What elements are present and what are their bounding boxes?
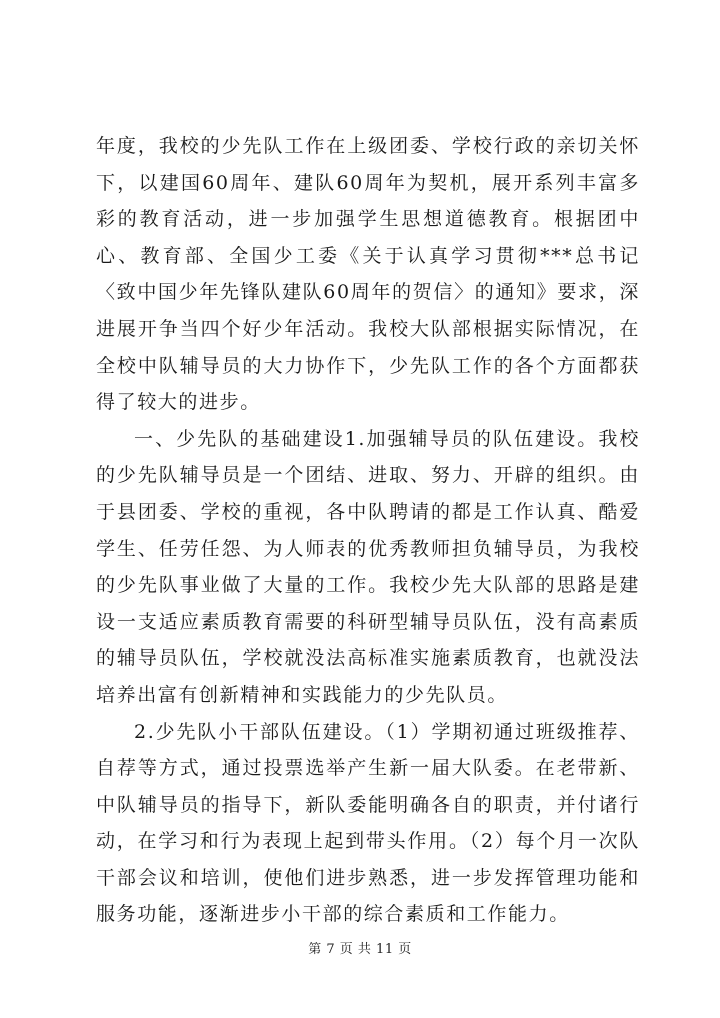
paragraph-section-1: 一、少先队的基础建设1.加强辅导员的队伍建设。我校的少先队辅导员是一个团结、进取、努力、开辟的组织。由于县团委、学校的重视，各中队聘请的都是工作认真、酷爱学生、任劳任怨、为人师表的优秀教师担负辅导员，为我校的少先队事业做了大量的工作。我校少先大队部的思路是建设一支适应素质教育需要的科研型辅导员队伍，没有高素质的辅导员队伍，学校就没法高标准实施素质教育，也就没法培养出富有创新精神和实践能力的少先队员。 [96, 427, 640, 706]
paragraph-section-2: 2.少先队小干部队伍建设。（1）学期初通过班级推荐、自荐等方式，通过投票选举产生新一届大队委。在老带新、中队辅导员的指导下，新队委能明确各自的职责，并付诸行动，在学习和行为表现上起到带头作用。（2）每个月一次队干部会议和培训，使他们进步熟悉，进一步发挥管理功能和服务功能，逐渐进步小干部的综合素质和工作能力。 [96, 720, 640, 926]
page-number-footer: 第 7 页 共 11 页 [308, 942, 412, 957]
paragraph-intro: 年度，我校的少先队工作在上级团委、学校行政的亲切关怀下，以建国60周年、建队60周年为契机，展开系列丰富多彩的教育活动，进一步加强学生思想道德教育。根据团中心、教育部、全国少工委《关于认真学习贯彻***总书记〈致中国少年先锋队建队60周年的贺信〉的通知》要求，深进展开争当四个好少年活动。我校大队部根据实际情况，在全校中队辅导员的大力协作下，少先队工作的各个方面都获得了较大的进步。 [96, 135, 640, 414]
document-body [96, 128, 640, 933]
